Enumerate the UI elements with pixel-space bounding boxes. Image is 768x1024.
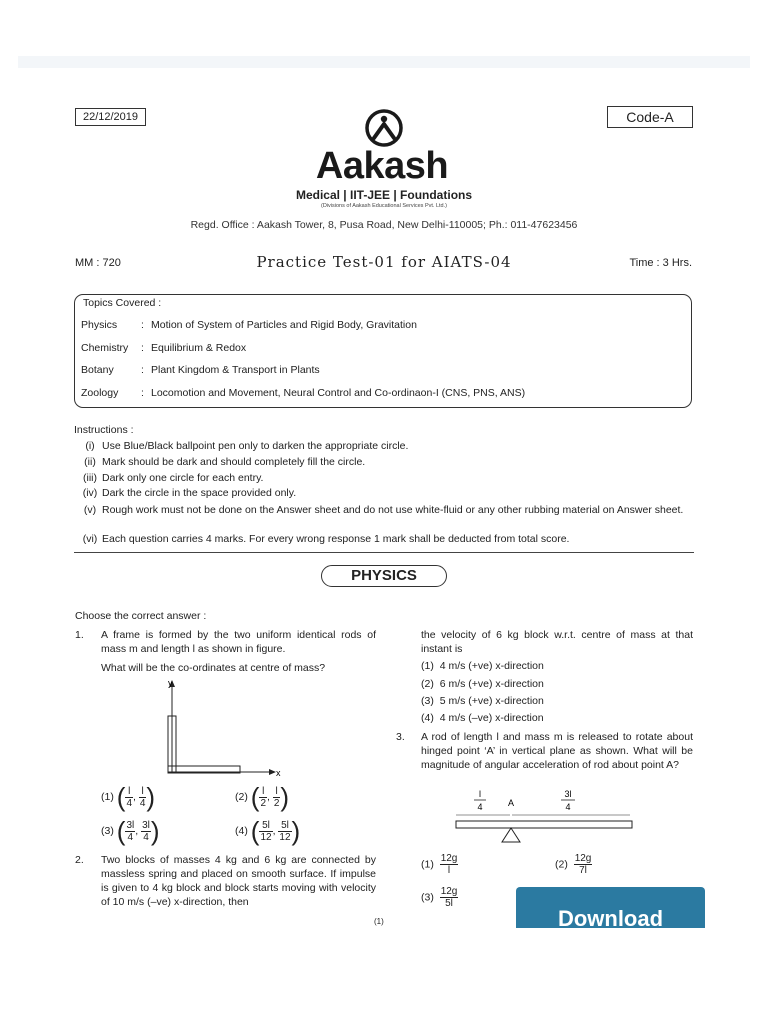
max-marks: MM : 720 xyxy=(75,257,121,269)
answer-option: (4) 4 m/s (–ve) x-direction xyxy=(421,712,544,724)
section-title: PHYSICS xyxy=(321,565,447,587)
instruction-item: (iv) Dark the circle in the space provided only. xyxy=(82,487,297,499)
svg-text:A: A xyxy=(507,798,515,808)
office-address: Regd. Office : Aakash Tower, 8, Pusa Road, New Delhi-110005; Ph.: 011-47623456 xyxy=(190,219,578,231)
instructions-heading: Instructions : xyxy=(74,424,134,436)
page-number: (1) xyxy=(374,917,384,926)
answer-option: (2) ( $\frac{l}{2}$ , $\frac{l}{2}$ ) xyxy=(235,782,290,812)
question-number: 3. xyxy=(396,731,405,743)
svg-text:l: l xyxy=(479,789,481,799)
download-button[interactable]: Download xyxy=(516,887,705,928)
answer-option: (3) ( $\frac{3l}{4}$ , $\frac{3l}{4}$ ) xyxy=(101,816,160,846)
answer-option: (1) ( $\frac{l}{4}$ , $\frac{l}{4}$ ) xyxy=(101,782,156,812)
instruction-item: (i) Use Blue/Black ballpoint pen only to darken the appropriate circle. xyxy=(85,440,409,452)
topic-text: Plant Kingdom & Transport in Plants xyxy=(151,364,320,376)
topic-row xyxy=(81,364,320,376)
topic-row xyxy=(81,387,525,399)
topics-box xyxy=(74,294,692,408)
brand-note: (Divisions of Aakash Educational Services Pvt. Ltd.) xyxy=(321,203,447,209)
topic-separator: : xyxy=(141,342,144,354)
axis-y-label: y xyxy=(168,678,173,688)
brand-subtitle: Medical | IIT-JEE | Foundations xyxy=(295,188,473,202)
topic-row xyxy=(81,319,417,331)
rod-figure xyxy=(450,788,640,852)
svg-text:4: 4 xyxy=(565,802,571,812)
instruction-item: (ii) Mark should be dark and should completely fill the circle. xyxy=(84,456,366,468)
test-date: 22/12/2019 xyxy=(75,108,146,126)
topic-text: Motion of System of Particles and Rigid Body, Gravitation xyxy=(151,319,417,331)
frame-figure xyxy=(150,678,290,778)
topic-separator: : xyxy=(141,387,144,399)
instruction-item: (iii) Dark only one circle for each entry. xyxy=(83,472,264,484)
question-1-text: A frame is formed by the two uniform identical rods of mass m and length l as shown in figure. xyxy=(101,629,376,655)
question-3-text: A rod of length l and mass m is released to rotate about hinged point ‘A’ in vertical plane as shown. What will be magnitude of angular acceleration of rod about point A? xyxy=(421,731,693,771)
topic-text: Equilibrium & Redox xyxy=(151,342,247,354)
axis-x-label: x xyxy=(276,768,281,778)
answer-option: (3) 5 m/s (+ve) x-direction xyxy=(421,695,544,707)
choose-instruction: Choose the correct answer : xyxy=(75,610,207,622)
topic-subject: Chemistry xyxy=(81,342,129,354)
topics-heading: Topics Covered : xyxy=(83,297,162,309)
question-number: 1. xyxy=(75,629,84,641)
answer-option: (2) $\frac{12g}{7l}$ xyxy=(555,853,592,876)
document-page xyxy=(0,68,768,928)
instruction-item: (vi) Each question carries 4 marks. For every wrong response 1 mark shall be deducted from total score. xyxy=(82,533,570,545)
topic-subject: Botany xyxy=(81,364,114,376)
section-divider xyxy=(74,552,694,553)
answer-option: (1) 4 m/s (+ve) x-direction xyxy=(421,660,544,672)
answer-option: (3) $\frac{12g}{5l}$ xyxy=(421,886,458,909)
topic-separator: : xyxy=(141,364,144,376)
topic-subject: Zoology xyxy=(81,387,119,399)
question-1-subtext: What will be the co-ordinates at centre of mass? xyxy=(101,662,326,674)
topic-separator: : xyxy=(141,319,144,331)
paper-code: Code-A xyxy=(607,106,693,128)
test-title: Practice Test-01 for AIATS-04 xyxy=(256,253,512,271)
question-2-text: Two blocks of masses 4 kg and 6 kg are connected by massless spring and placed on smooth surface. If impulse is given to 4 kg block and block starts moving with velocity of 10 m/s (–ve) x-direction, then xyxy=(101,854,376,908)
answer-option: (2) 6 m/s (+ve) x-direction xyxy=(421,678,544,690)
aakash-logo-icon xyxy=(362,108,406,148)
topic-row xyxy=(81,342,246,354)
question-2-continued: the velocity of 6 kg block w.r.t. centre of mass at that instant is xyxy=(421,629,693,655)
topic-subject: Physics xyxy=(81,319,118,331)
svg-text:4: 4 xyxy=(477,802,483,812)
viewer-top-bar xyxy=(18,56,750,68)
answer-option: (4) ( $\frac{5l}{12}$ , $\frac{5l}{12}$ ) xyxy=(235,816,301,846)
topic-text: Locomotion and Movement, Neural Control and Co-ordinaon-I (CNS, PNS, ANS) xyxy=(151,387,526,399)
instruction-item: (v) Rough work must not be done on the Answer sheet and do not use white-fluid or any other rubbing material on Answer sheet. xyxy=(83,504,684,516)
brand-name: Aakash xyxy=(315,145,449,187)
svg-text:3l: 3l xyxy=(564,789,572,799)
answer-option: (1) $\frac{12g}{l}$ xyxy=(421,853,458,876)
question-number: 2. xyxy=(75,854,84,866)
test-time: Time : 3 Hrs. xyxy=(629,257,692,269)
